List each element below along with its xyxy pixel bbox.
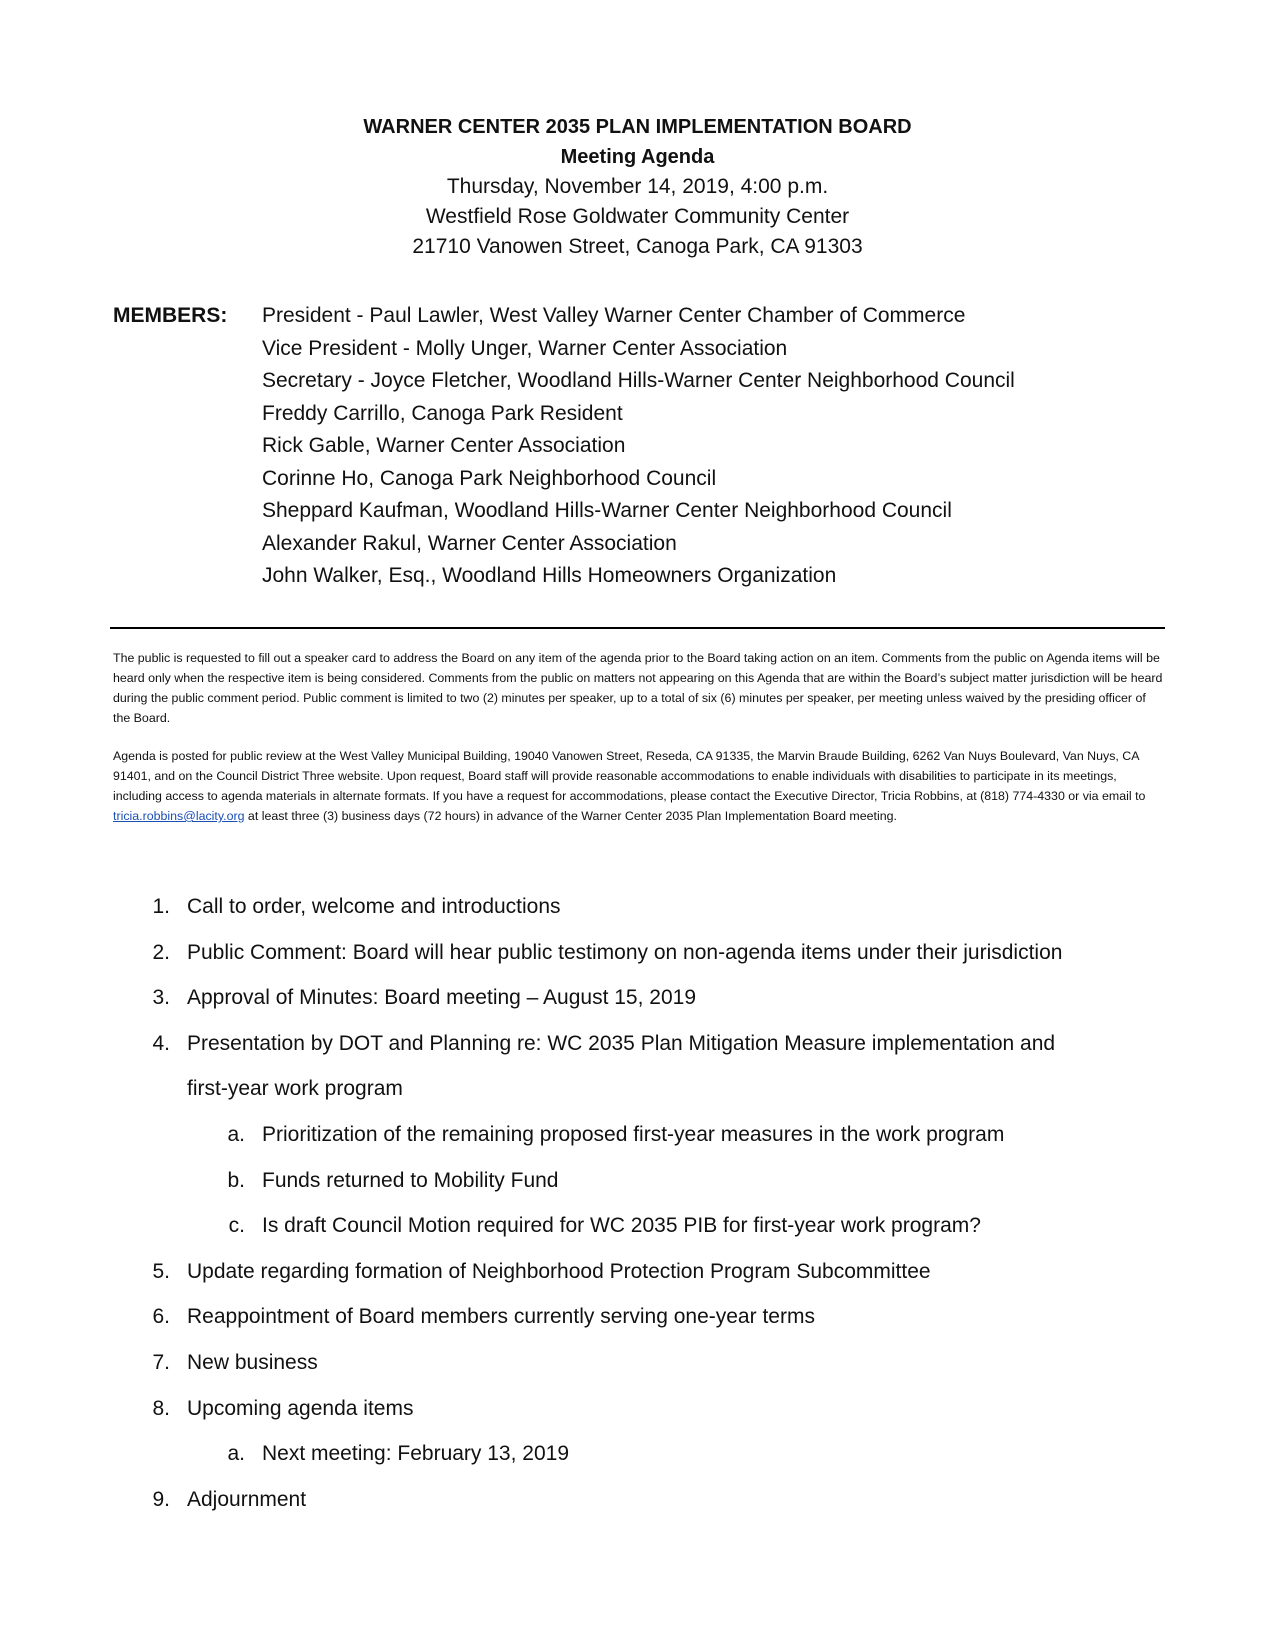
member-entry: President - Paul Lawler, West Valley Warner Center Chamber of Commerce xyxy=(262,304,966,327)
agenda-item-text: Call to order, welcome and introductions xyxy=(187,895,561,918)
agenda-subitem-letter: a. xyxy=(227,1122,245,1146)
agenda-item-text: Presentation by DOT and Planning re: WC 2035 Plan Mitigation Measure implementation and xyxy=(187,1031,1056,1055)
agenda-subtitle: Meeting Agenda xyxy=(560,146,715,168)
agenda-item-number: 3. xyxy=(152,986,170,1010)
agenda-item-number: 5. xyxy=(152,1259,170,1283)
email-link[interactable]: tricia.robbins@lacity.org xyxy=(113,809,245,823)
agenda-items xyxy=(140,884,1180,1522)
agenda-item-text: first-year work program xyxy=(187,1077,403,1101)
agenda-item xyxy=(140,1249,1180,1295)
agenda-item-number: 8. xyxy=(152,1396,170,1420)
agenda-subitem xyxy=(140,1431,1180,1477)
agenda-item xyxy=(140,884,1180,930)
member-entry: Sheppard Kaufman, Woodland Hills-Warner Center Neighborhood Council xyxy=(262,499,952,522)
agenda-item xyxy=(140,1477,1180,1523)
member-entry: Rick Gable, Warner Center Association xyxy=(262,434,626,457)
member-entry: Corinne Ho, Canoga Park Neighborhood Council xyxy=(262,466,717,490)
agenda-item xyxy=(140,1386,1180,1432)
agenda-item-number: 6. xyxy=(152,1305,170,1329)
agenda-subitem xyxy=(140,1158,1180,1204)
agenda-subitem xyxy=(140,1112,1180,1158)
posting-notice-text: Agenda is posted for public review at the West Valley Municipal Building, 19040 Vanowen Street, Reseda, CA 91335, the Marvin Braude Building, 6262 Van Nuys Boulevard, Van Nuys, CA 91401, and on the Council District Three website. Upon request, Board staff will provide reasonable accommodations to enable individuals with disabilities to participate in its meetings, including access to agenda materials in alternate formats. If you have a request for accommodations, please contact the Executive Director, Tricia Robbins, at (818) 774-4330 or via email to xyxy=(113,749,1146,803)
agenda-item xyxy=(140,1294,1180,1340)
public-comment-notice: The public is requested to fill out a speaker card to address the Board on any item of the agenda prior to the Board taking action on an item. Comments from the public on Agenda items will be heard only when the respective item is being considered. Comments from the public on matters not appearing on this Agenda that are within the Board’s subject matter jurisdiction will be heard during the public comment period. Public comment is limited to two (2) minutes per speaker, up to a total of six (6) minutes per speaker, per meeting unless waived by the presiding officer of the Board. xyxy=(113,651,1163,725)
agenda-item-text: Public Comment: Board will hear public testimony on non-agenda items under their jurisdiction xyxy=(187,940,1063,964)
agenda-item xyxy=(140,930,1180,976)
board-title: WARNER CENTER 2035 PLAN IMPLEMENTATION BOARD xyxy=(363,116,912,138)
member-entry: Secretary - Joyce Fletcher, Woodland Hills-Warner Center Neighborhood Council xyxy=(262,369,1015,392)
member-entry: Freddy Carrillo, Canoga Park Resident xyxy=(262,401,623,425)
agenda-item xyxy=(140,1021,1180,1067)
agenda-item-number: 1. xyxy=(152,895,170,918)
posting-notice xyxy=(113,746,1163,826)
section-divider xyxy=(110,627,1165,629)
member-entry: Alexander Rakul, Warner Center Association xyxy=(262,531,677,555)
agenda-subitem-letter: b. xyxy=(227,1168,245,1192)
agenda-item-text: New business xyxy=(187,1350,318,1374)
agenda-subitem-letter: a. xyxy=(227,1442,245,1466)
document-header xyxy=(0,112,1275,262)
agenda-subitem xyxy=(140,1203,1180,1249)
agenda-item-text: Adjournment xyxy=(187,1487,307,1511)
posting-notice-text-end: at least three (3) business days (72 hours) in advance of the Warner Center 2035 Plan Implementation Board meeting. xyxy=(244,809,897,823)
members-list xyxy=(262,300,1182,593)
agenda-item-text: Update regarding formation of Neighborhood Protection Program Subcommittee xyxy=(187,1259,931,1283)
meeting-date: Thursday, November 14, 2019, 4:00 p.m. xyxy=(446,175,829,198)
agenda-subitem-text: Funds returned to Mobility Fund xyxy=(262,1168,559,1192)
agenda-subitem-letter: c. xyxy=(228,1214,245,1238)
agenda-item-text: Upcoming agenda items xyxy=(187,1396,414,1420)
members-label: MEMBERS: xyxy=(113,304,228,327)
agenda-item-number: 9. xyxy=(152,1487,170,1511)
agenda-subitem-text: Prioritization of the remaining proposed first-year measures in the work program xyxy=(262,1122,1005,1146)
agenda-item-text: Approval of Minutes: Board meeting – August 15, 2019 xyxy=(187,986,696,1010)
public-notice xyxy=(113,648,1163,826)
agenda-item-continuation xyxy=(140,1066,1180,1112)
agenda-item-text: Reappointment of Board members currently serving one-year terms xyxy=(187,1305,815,1329)
agenda-item xyxy=(140,975,1180,1021)
meeting-address: 21710 Vanowen Street, Canoga Park, CA 91303 xyxy=(412,235,863,258)
agenda-item xyxy=(140,1340,1180,1386)
agenda-subitem-text: Is draft Council Motion required for WC 2035 PIB for first-year work program? xyxy=(262,1214,981,1238)
meeting-venue: Westfield Rose Goldwater Community Center xyxy=(425,205,850,228)
member-entry: John Walker, Esq., Woodland Hills Homeowners Organization xyxy=(262,564,837,587)
agenda-item-number: 7. xyxy=(152,1350,170,1374)
agenda-subitem-text: Next meeting: February 13, 2019 xyxy=(262,1442,570,1466)
member-entry: Vice President - Molly Unger, Warner Center Association xyxy=(262,336,788,360)
agenda-item-number: 2. xyxy=(152,940,170,964)
agenda-item-number: 4. xyxy=(152,1031,170,1055)
